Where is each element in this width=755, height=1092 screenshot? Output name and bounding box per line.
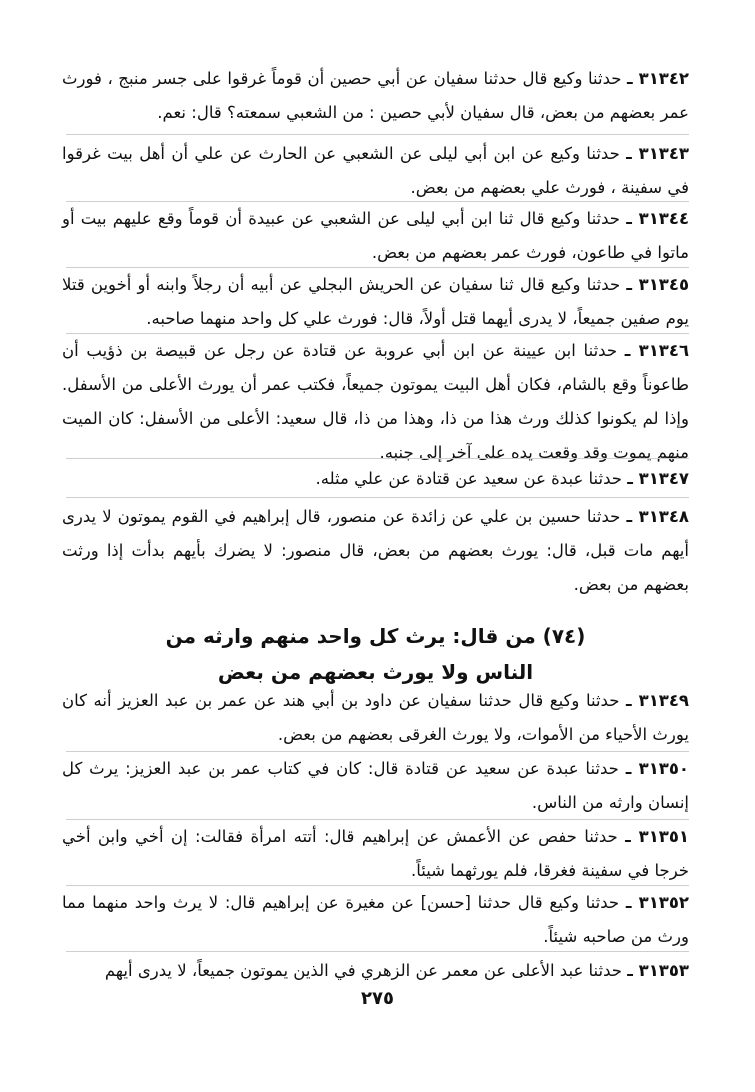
hadith-number: ٣١٣٤٧ ـ: [627, 469, 689, 488]
hadith-text: حدثنا وكيع قال ثنا سفيان عن الحريش البجلي عن أبيه أن رجلاً وابنه أو أخوين قتلا يوم صفين جميعاً، لا يدرى أيهما قتل أولاً، قال: فورث علي كل واحد منهما صاحبه.: [62, 275, 689, 328]
hadith-31346: [62, 334, 689, 470]
hadith-number: ٣١٣٤٨ ـ: [626, 507, 689, 526]
divider: [66, 134, 689, 135]
hadith-31347: [62, 462, 689, 496]
hadith-text: حدثنا وكيع قال ثنا ابن أبي ليلى عن الشعبي عن عبيدة أن قوماً وقع عليهم بيت أو ماتوا في طاعون، فورث عمر بعضهم من بعض.: [62, 209, 689, 262]
divider: [66, 497, 689, 498]
hadith-number: ٣١٣٤٦ ـ: [624, 341, 690, 360]
hadith-number: ٣١٣٤٤ ـ: [626, 209, 690, 228]
hadith-31342: [62, 62, 689, 130]
hadith-text: حدثنا وكيع قال حدثنا سفيان عن داود بن أبي هند عن عمر بن عبد العزيز أنه كان يورث الأحياء من الأموات، ولا يورث الغرقى بعضهم من بعض.: [62, 691, 689, 744]
heading-line-2: الناس ولا يورث بعضهم من بعض: [217, 660, 534, 684]
hadith-number: ٣١٣٤٢ ـ: [626, 69, 689, 88]
heading-line-1: (٧٤) من قال: يرث كل واحد منهم وارثه من: [165, 624, 586, 648]
hadith-text: حدثنا حسين بن علي عن زائدة عن منصور، قال إبراهيم في القوم يموتون لا يدرى أيهم مات قبل، قال: يورث بعضهم من بعض، قال منصور: لا يضرك بأيهم بدأت إذا ورثت بعضهم من بعض.: [62, 507, 689, 594]
hadith-number: ٣١٣٤٥ ـ: [626, 275, 690, 294]
divider: [66, 458, 689, 459]
hadith-text: حدثنا عبدة عن سعيد عن قتادة قال: كان في كتاب عمر بن عبد العزيز: يرث كل إنسان وارثه من الناس.: [62, 759, 689, 812]
hadith-31352: [62, 886, 689, 954]
hadith-text: حدثنا ابن عيينة عن ابن أبي عروبة عن قتادة عن رجل عن قبيصة بن ذؤيب أن طاعوناً وقع بالشام، فكان أهل البيت يموتون جميعاً، فكتب عمر أن يورث الأعلى من الأسفل. وإذا لم يكونوا كذلك ورث هذا من ذا، وهذا من ذا، قال سعيد: الأعلى من الأسفل: كان الميت منهم يموت وقد وقعت يده على آخر إلى جنبه.: [62, 341, 689, 462]
hadith-31345: [62, 268, 689, 336]
divider: [66, 951, 689, 952]
hadith-text: حدثنا حفص عن الأعمش عن إبراهيم قال: أتته امرأة فقالت: إن أخي وابن أخي خرجا في سفينة فغرقا، فلم يورثهما شيئاً.: [62, 827, 689, 880]
hadith-31348: [62, 500, 689, 602]
hadith-31343: [62, 137, 689, 205]
hadith-text: حدثنا وكيع قال حدثنا [حسن] عن مغيرة عن إبراهيم قال: لا يرث واحد منهما مما ورث من صاحبه شيئاً.: [62, 893, 689, 946]
hadith-number: ٣١٣٥٢ ـ: [625, 893, 689, 912]
hadith-text: حدثنا وكيع قال حدثنا سفيان عن أبي حصين أن قوماً غرقوا على جسر منبج ، فورث عمر بعضهم من بعض، قال سفيان لأبي حصين : من الشعبي سمعته؟ قال: نعم.: [62, 69, 689, 122]
hadith-31349: [62, 684, 689, 752]
section-heading: [62, 618, 689, 690]
hadith-text: حدثنا عبد الأعلى عن معمر عن الزهري في الذين يموتون جميعاً، لا يدرى أيهم: [104, 961, 622, 980]
hadith-number: ٣١٣٥١ ـ: [625, 827, 689, 846]
hadith-31344: [62, 202, 689, 270]
hadith-number: ٣١٣٥٠ ـ: [625, 759, 689, 778]
page-number: ٢٧٥: [361, 988, 394, 1009]
hadith-31351: [62, 820, 689, 888]
hadith-number: ٣١٣٤٣ ـ: [626, 144, 689, 163]
hadith-number: ٣١٣٥٣ ـ: [627, 961, 689, 980]
hadith-number: ٣١٣٤٩ ـ: [625, 691, 689, 710]
hadith-31353: [62, 954, 689, 988]
hadith-text: حدثنا وكيع عن ابن أبي ليلى عن الشعبي عن الحارث عن علي أن أهل بيت غرقوا في سفينة ، فورث علي بعضهم من بعض.: [62, 144, 689, 197]
hadith-31350: [62, 752, 689, 820]
hadith-text: حدثنا عبدة عن سعيد عن قتادة عن علي مثله.: [315, 469, 622, 488]
